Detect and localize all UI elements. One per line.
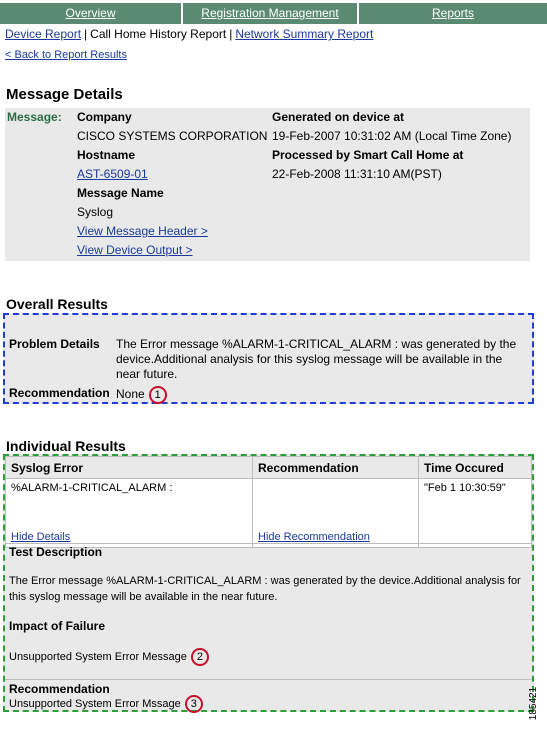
message-name-value: Syslog xyxy=(77,205,114,219)
table-header-row xyxy=(6,457,532,479)
subnav-separator: | xyxy=(84,27,88,41)
hide-details-link[interactable]: Hide Details xyxy=(11,531,71,543)
syslog-error-text: %ALARM-1-CRITICAL_ALARM : xyxy=(11,482,173,494)
generated-value: 19-Feb-2007 10:31:02 AM (Local Time Zone) xyxy=(272,129,512,143)
message-details-panel xyxy=(5,108,530,261)
individual-recommendation-value xyxy=(9,695,524,713)
tab-reports[interactable]: Reports xyxy=(359,3,547,24)
network-summary-link[interactable]: Network Summary Report xyxy=(235,27,374,41)
impact-of-failure-text: Unsupported System Error Message xyxy=(9,650,187,663)
overall-recommendation-text: None xyxy=(116,387,145,402)
top-nav-bar xyxy=(0,0,547,26)
divider xyxy=(5,543,532,544)
time-occurred-text: "Feb 1 10:30:59" xyxy=(424,482,506,494)
subnav-separator: | xyxy=(229,27,233,41)
test-description-label: Test Description xyxy=(9,545,103,559)
callout-2: 2 xyxy=(191,648,209,666)
tab-registration-management[interactable]: Registration Management xyxy=(183,3,357,24)
overall-recommendation-label: Recommendation xyxy=(9,386,110,400)
hide-recommendation-link[interactable]: Hide Recommendation xyxy=(258,531,370,543)
overall-results-title: Overall Results xyxy=(6,296,108,312)
time-occurred-cell xyxy=(419,479,532,548)
report-subnav xyxy=(5,27,373,41)
divider xyxy=(5,679,532,680)
view-message-header-link[interactable]: View Message Header > xyxy=(77,224,208,238)
processed-value: 22-Feb-2008 11:31:10 AM(PST) xyxy=(272,167,442,181)
back-to-results-link[interactable]: < Back to Report Results xyxy=(5,49,127,61)
col-recommendation: Recommendation xyxy=(253,457,419,479)
view-device-output-link[interactable]: View Device Output > xyxy=(77,243,193,257)
message-label: Message: xyxy=(7,110,62,124)
current-report-label: Call Home History Report xyxy=(90,27,227,41)
col-syslog-error: Syslog Error xyxy=(6,457,253,479)
tab-overview[interactable]: Overview xyxy=(0,3,181,24)
message-details-title: Message Details xyxy=(6,86,123,103)
company-label: Company xyxy=(77,110,132,124)
problem-details-label: Problem Details xyxy=(9,337,100,351)
individual-results-title: Individual Results xyxy=(6,438,126,454)
message-name-label: Message Name xyxy=(77,186,164,200)
overall-recommendation-value xyxy=(116,386,167,404)
individual-recommendation-label: Recommendation xyxy=(9,682,110,696)
figure-id xyxy=(528,685,545,725)
problem-details-text: The Error message %ALARM-1-CRITICAL_ALARM : was generated by the device.Additional analysis for this syslog message will be available in the near future. xyxy=(116,337,517,381)
figure-id-text: 185421 xyxy=(528,686,540,721)
col-time-occurred: Time Occured xyxy=(419,457,532,479)
individual-results-table xyxy=(5,456,532,548)
hostname-label: Hostname xyxy=(77,148,136,162)
callout-3: 3 xyxy=(185,695,203,713)
syslog-error-cell xyxy=(6,479,253,548)
overall-results-panel xyxy=(3,313,534,404)
table-row xyxy=(6,479,532,548)
test-description-text: The Error message %ALARM-1-CRITICAL_ALARM : was generated by the device.Additional analysis for this syslog message will be available in the near future. xyxy=(9,575,521,603)
generated-label: Generated on device at xyxy=(272,110,405,124)
company-value: CISCO SYSTEMS CORPORATION xyxy=(77,129,268,143)
individual-results-panel xyxy=(3,454,534,712)
recommendation-cell xyxy=(253,479,419,548)
callout-1: 1 xyxy=(149,386,167,404)
device-report-link[interactable]: Device Report xyxy=(5,27,82,41)
processed-label: Processed by Smart Call Home at xyxy=(272,148,464,162)
hostname-link[interactable]: AST-6509-01 xyxy=(77,167,148,181)
impact-of-failure-value xyxy=(9,648,524,666)
impact-of-failure-label: Impact of Failure xyxy=(9,619,106,633)
individual-recommendation-text: Unsupported System Error Mssage xyxy=(9,697,181,710)
